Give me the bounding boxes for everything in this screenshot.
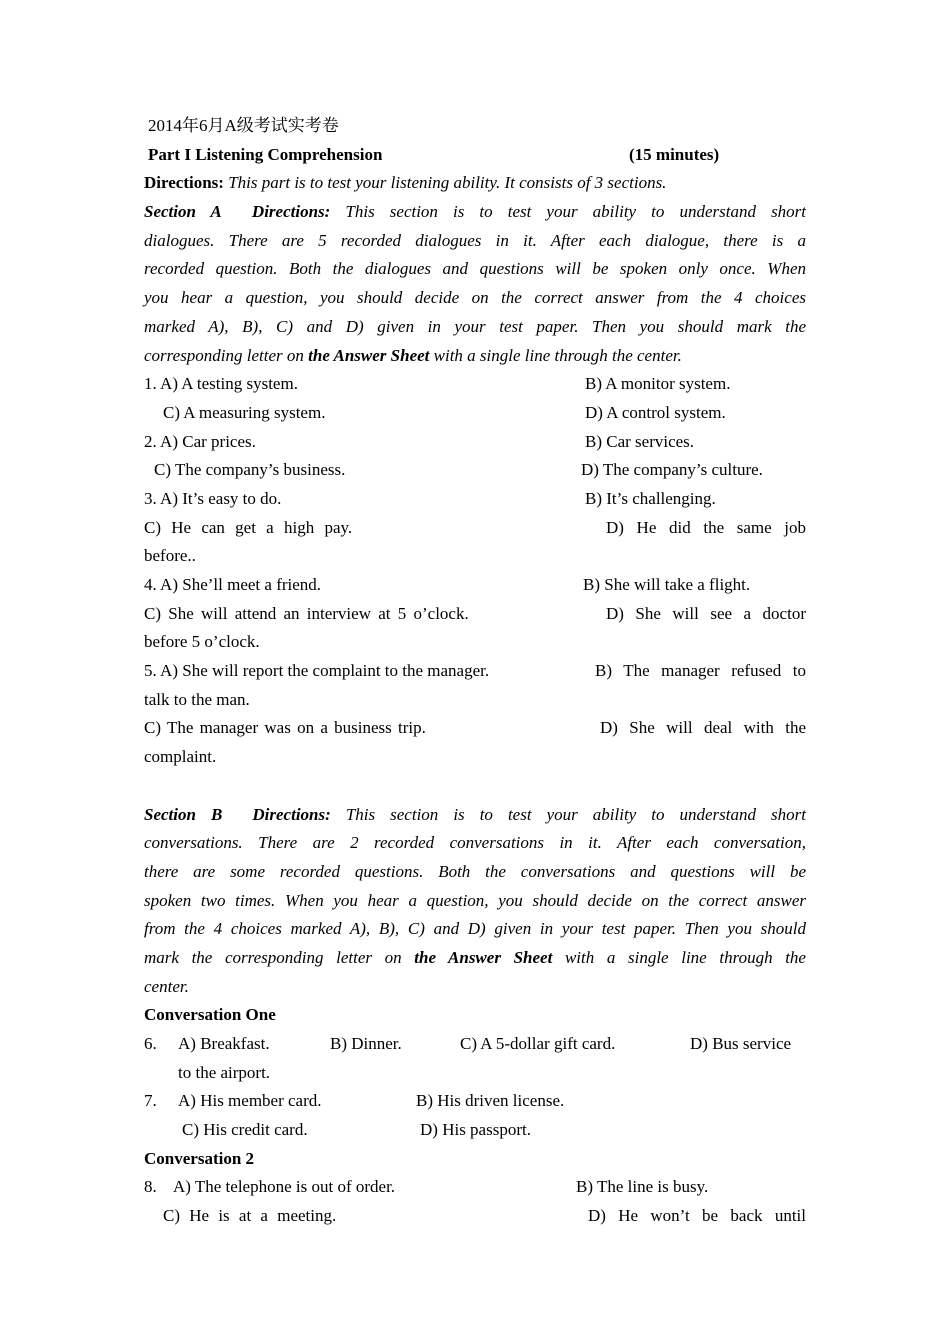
q5-option-a: 5. A) She will report the complaint to the manager. xyxy=(144,661,490,681)
q4-option-d: D) She will see a doctor xyxy=(606,603,806,623)
directions-text: This part is to test your listening ability. It consists of 3 sections. xyxy=(228,173,667,193)
sectionB-label: Section B xyxy=(144,804,223,824)
q8-option-b: B) The line is busy. xyxy=(576,1177,709,1197)
conversation-one-heading: Conversation One xyxy=(144,1005,276,1025)
directions-label: Directions: xyxy=(144,173,224,193)
q4-option-c: C) She will attend an interview at 5 o’clock. xyxy=(144,603,469,623)
sectionB-line5: from the 4 choices marked A), B), C) and D) given in your test paper. Then you should xyxy=(144,919,806,939)
sectionA-line6-post: with a single line through the center. xyxy=(433,345,682,365)
sectionB-line6-pre: mark the corresponding letter on xyxy=(144,947,402,967)
q4-row1 xyxy=(144,571,806,600)
q1-row1 xyxy=(144,370,806,399)
q6-option-d: D) Bus service xyxy=(690,1034,792,1053)
part1-time: (15 minutes) xyxy=(629,144,720,164)
q1-option-a: 1. A) A testing system. xyxy=(144,374,298,394)
sectionA-line1 xyxy=(144,198,806,227)
part1-title: Part I Listening Comprehension xyxy=(148,144,383,164)
answer-sheet-ref-b: the Answer Sheet xyxy=(414,947,553,967)
sectionA-label: Section A xyxy=(144,202,222,222)
q5-option-c: C) The manager was on a business trip. xyxy=(144,718,426,738)
sectionA-line2: dialogues. There are 5 recorded dialogues in it. After each dialogue, there is a xyxy=(144,230,806,250)
part1-heading xyxy=(144,141,806,170)
sectionB-line3: there are some recorded questions. Both the conversations and questions will be xyxy=(144,861,806,881)
sectionB-text-1: This section is to test your ability to understand short xyxy=(345,804,806,824)
q2-option-c: C) The company’s business. xyxy=(154,460,346,480)
q6-option-d-cont: to the airport. xyxy=(178,1062,271,1082)
q3-option-d: D) He did the same job xyxy=(606,517,806,537)
q3-option-c: C) He can get a high pay. xyxy=(144,517,353,537)
q7-row2 xyxy=(144,1116,806,1145)
q4-row2 xyxy=(144,600,806,629)
q1-option-d: D) A control system. xyxy=(585,402,726,422)
section-spacer xyxy=(144,772,806,801)
q1-option-c: C) A measuring system. xyxy=(163,402,326,422)
sectionA-line5: marked A), B), C) and D) given in your test paper. Then you should mark the xyxy=(144,316,806,336)
exam-title: 2014年6月A级考试实考卷 xyxy=(148,116,339,135)
conversation-two-heading: Conversation 2 xyxy=(144,1148,255,1168)
answer-sheet-ref: the Answer Sheet xyxy=(308,345,430,365)
q4-option-b: B) She will take a flight. xyxy=(583,575,751,594)
q8-row2 xyxy=(144,1202,806,1231)
q7-number: 7. xyxy=(144,1091,157,1111)
q4-option-a: 4. A) She’ll meet a friend. xyxy=(144,575,322,594)
sectionB-line6 xyxy=(144,944,806,973)
sectionB-line1 xyxy=(144,801,806,830)
q8-row1 xyxy=(144,1173,806,1202)
sectionB-line4: spoken two times. When you hear a question, you should decide on the correct answer xyxy=(144,890,806,910)
q6-row1 xyxy=(144,1030,806,1059)
q2-option-d: D) The company’s culture. xyxy=(581,460,763,480)
q5-row4: complaint. xyxy=(144,747,217,767)
q3-option-b: B) It’s challenging. xyxy=(585,488,716,508)
q3-row2 xyxy=(144,514,806,543)
q5-row3 xyxy=(144,714,806,743)
q7-option-a: A) His member card. xyxy=(178,1091,322,1111)
sectionA-text-1: This section is to test your ability to understand short xyxy=(345,202,807,222)
q5-row2: talk to the man. xyxy=(144,689,250,709)
q3-row3: before.. xyxy=(144,546,196,566)
sectionA-line4: you hear a question, you should decide on the correct answer from the 4 choices xyxy=(144,288,806,308)
sectionB-line6-post: with a single line through the xyxy=(564,947,806,967)
q6-row2 xyxy=(144,1059,806,1088)
q2-option-a: 2. A) Car prices. xyxy=(144,431,256,451)
sectionB-dir-label: Directions: xyxy=(252,804,331,824)
sectionA-line6 xyxy=(144,342,806,371)
q6-option-a: A) Breakfast. xyxy=(178,1034,270,1053)
q3-row1 xyxy=(144,485,806,514)
q2-row2 xyxy=(144,456,806,485)
q4-row3: before 5 o’clock. xyxy=(144,632,260,652)
part1-directions xyxy=(144,169,806,198)
sectionA-line3: recorded question. Both the dialogues and questions will be spoken only once. When xyxy=(144,259,806,279)
sectionA-line6-pre: corresponding letter on xyxy=(144,345,304,365)
q5-option-b: B) The manager refused to xyxy=(595,661,806,681)
q8-option-d: D) He won’t be back until xyxy=(588,1206,806,1226)
q7-row1 xyxy=(144,1087,806,1116)
q1-row2 xyxy=(144,399,806,428)
q5-row1 xyxy=(144,657,806,686)
q8-option-c: C) He is at a meeting. xyxy=(163,1206,337,1226)
q1-option-b: B) A monitor system. xyxy=(585,374,731,394)
q2-row1 xyxy=(144,428,806,457)
sectionB-line7: center. xyxy=(144,976,189,996)
q7-option-d: D) His passport. xyxy=(420,1120,531,1140)
q8-option-a: A) The telephone is out of order. xyxy=(173,1177,396,1197)
q7-option-b: B) His driven license. xyxy=(416,1091,565,1111)
q6-option-c: C) A 5-dollar gift card. xyxy=(460,1034,616,1053)
sectionA-dir-label: Directions: xyxy=(251,202,331,222)
sectionB-line2: conversations. There are 2 recorded conversations in it. After each conversation, xyxy=(144,833,806,853)
q3-option-a: 3. A) It’s easy to do. xyxy=(144,488,282,508)
q6-number: 6. xyxy=(144,1034,157,1053)
document-page xyxy=(144,112,806,1231)
q8-number: 8. xyxy=(144,1177,157,1197)
q6-option-b: B) Dinner. xyxy=(330,1034,402,1053)
q5-option-d: D) She will deal with the xyxy=(600,718,806,738)
q7-option-c: C) His credit card. xyxy=(182,1120,308,1140)
q2-option-b: B) Car services. xyxy=(585,431,695,451)
